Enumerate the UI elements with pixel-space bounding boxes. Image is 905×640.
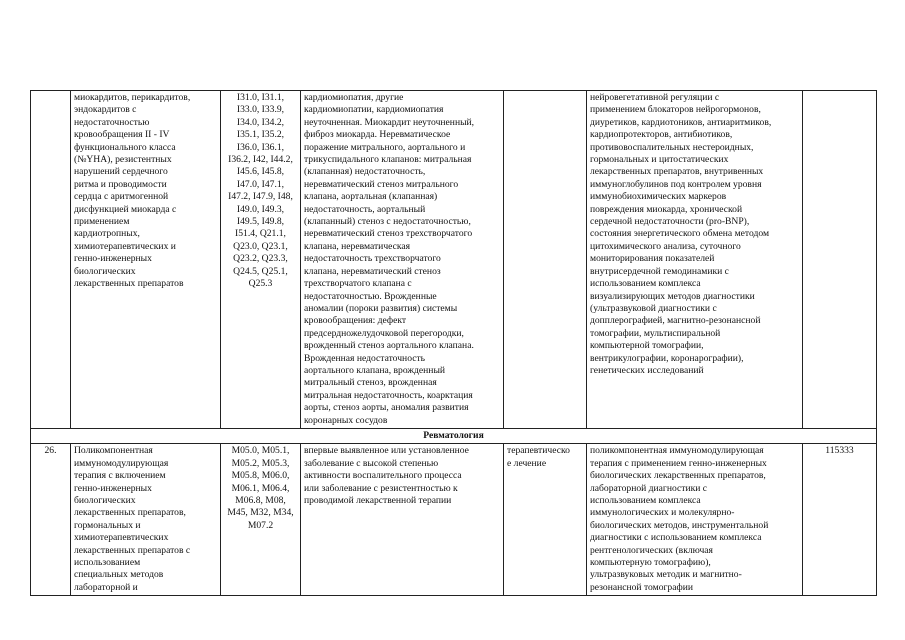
- text-line: нарушений сердечного: [74, 166, 168, 178]
- text-line: M06.8, M08,: [235, 495, 286, 506]
- text-line: впервые выявленное или установленное: [304, 445, 469, 457]
- text-line: (клапанная) недостаточность,: [304, 166, 426, 178]
- text-line: митральная недостаточность, коарктация: [304, 389, 473, 401]
- section-title: Ревматология: [31, 428, 877, 443]
- text-line: I35.1, I35.2,: [236, 129, 285, 141]
- text-line: проводимой лекарственной терапии: [304, 495, 452, 506]
- text-line: (№YHA), резистентных: [74, 154, 172, 166]
- text-line: M06.1, M06.4,: [231, 482, 290, 494]
- text-line: I34.0, I34.2,: [236, 116, 285, 128]
- cost-cell: [803, 91, 877, 429]
- text-line: митральный стеноз, врожденная: [304, 377, 437, 389]
- text-line: M05.0, M05.1,: [231, 445, 290, 457]
- text-line: компьютерной томографии,: [590, 340, 704, 352]
- text-line: химиотерапевтических и: [74, 240, 176, 252]
- text-line: (клапанный) стеноз с недостаточностью,: [304, 216, 471, 228]
- row-number-cell: [31, 91, 71, 429]
- text-line: I47.0, I47.1,: [236, 178, 285, 190]
- text-line: лекарственных препаратов,: [74, 507, 186, 519]
- text-line: кардиомиопатии, кардиомиопатия: [304, 104, 444, 116]
- text-line: лабораторной диагностики с: [590, 482, 708, 494]
- text-line: кардиопротекторов, антибиотиков,: [590, 129, 733, 141]
- text-line: Q25.3: [248, 278, 273, 290]
- text-line: биологических: [74, 265, 136, 277]
- text-line: (ультразвуковой диагностики с: [590, 302, 717, 314]
- text-line: биологических методов, инструментальной: [590, 519, 769, 531]
- text-line: применением: [74, 216, 130, 228]
- cost-cell: 115333: [803, 444, 877, 596]
- text-line: кардиотропных,: [74, 228, 140, 240]
- text-line: Q23.2, Q23.3,: [233, 253, 288, 265]
- text-line: сердца с аритмогенной: [74, 191, 169, 203]
- text-line: недостаточностью: [74, 116, 150, 128]
- text-line: цитохимического анализа, суточного: [590, 240, 741, 252]
- text-line: активности воспалительного процесса: [304, 470, 462, 482]
- text-line: неревматический стеноз трехстворчатого: [304, 228, 473, 240]
- text-line: I33.0, I33.9,: [236, 104, 285, 116]
- medical-care-table: [30, 90, 877, 596]
- text-line: иммунологических и молекулярно-: [590, 507, 735, 519]
- text-line: заболевание с высокой степенью: [304, 457, 439, 469]
- text-line: генетических исследований: [590, 364, 704, 376]
- text-line: нейровегетативной регуляции с: [590, 92, 720, 103]
- text-line: аортального клапана, врожденный: [304, 364, 446, 376]
- text-line: рентгенологических (включая: [590, 544, 713, 556]
- text-line: мониторирования показателей: [590, 253, 715, 265]
- text-line: повреждения миокарда, хронической: [590, 203, 743, 215]
- text-line: M05.8, M06.0,: [231, 470, 290, 482]
- text-line: клапана, аортальная (клапанная): [304, 191, 438, 203]
- text-line: Врожденная недостаточность: [304, 352, 426, 364]
- icd-codes-cell: [221, 444, 301, 596]
- text-line: поликомпонентная иммуномодулирующая: [590, 445, 764, 457]
- text-line: сердечной недостаточности (pro-BNP),: [590, 216, 750, 228]
- text-line: компьютерную томографию),: [590, 557, 711, 569]
- text-line: Q23.0, Q23.1,: [233, 240, 288, 252]
- text-line: коронарных сосудов: [304, 414, 388, 426]
- text-line: использованием: [74, 557, 141, 569]
- table-row: [31, 444, 877, 596]
- text-line: состояния энергетического обмена методом: [590, 228, 770, 240]
- text-line: предсердножелудочковой перегородки,: [304, 327, 464, 339]
- text-line: использованием комплекса: [590, 278, 701, 290]
- text-line: биологических: [74, 495, 136, 506]
- text-line: Поликомпонентная: [74, 445, 153, 457]
- row-number-cell: 26.: [31, 444, 71, 596]
- text-line: I47.2, I47.9, I48,: [228, 191, 293, 203]
- treatment-name-cell: [71, 444, 221, 596]
- text-line: трикуспидального клапанов: митральная: [304, 154, 472, 166]
- text-line: кровообращения II - IV: [74, 129, 170, 141]
- text-line: неуточненная. Миокардит неуточненный,: [304, 116, 475, 128]
- treatment-method-cell: [587, 91, 803, 429]
- text-line: иммуноглобулинов под контролем уровня: [590, 178, 762, 190]
- patient-model-cell: [301, 91, 504, 429]
- text-line: недостаточностью. Врожденные: [304, 290, 437, 302]
- text-line: I51.4, Q21.1,: [235, 228, 286, 240]
- text-line: клапана, неревматическая: [304, 240, 411, 252]
- text-line: I36.0, I36.1,: [236, 141, 285, 153]
- text-line: терапия с применением генно-инженерных: [590, 457, 767, 469]
- treatment-type-cell: [504, 444, 587, 596]
- text-line: иммунобиохимических маркеров: [590, 191, 727, 203]
- text-line: аорты, стеноз аорты, аномалия развития: [304, 402, 469, 414]
- text-line: лекарственных препаратов: [74, 278, 184, 290]
- text-line: клапана, неревматический стеноз: [304, 265, 441, 277]
- treatment-type-cell: [504, 91, 587, 429]
- text-line: M07.2: [247, 519, 274, 531]
- text-line: трехстворчатого клапана с: [304, 278, 412, 290]
- icd-codes-cell: [221, 91, 301, 429]
- text-line: M45, M32, M34,: [227, 507, 294, 519]
- text-line: I49.5, I49.8,: [236, 216, 285, 228]
- table-row: [31, 91, 877, 429]
- text-line: использованием комплекса: [590, 495, 701, 506]
- text-line: гормональных и цитостатических: [590, 154, 729, 166]
- text-line: Q24.5, Q25.1,: [233, 265, 288, 277]
- text-line: специальных методов: [74, 569, 164, 581]
- text-line: диагностики с использованием комплекса: [590, 532, 762, 544]
- text-line: дисфункцией миокарда с: [74, 203, 177, 215]
- text-line: лекарственных препаратов с: [74, 544, 191, 556]
- text-line: е лечение: [507, 457, 547, 469]
- text-line: гормональных и: [74, 519, 141, 531]
- text-line: функционального класса: [74, 141, 176, 153]
- text-line: биологических лекарственных препаратов,: [590, 470, 766, 482]
- text-line: генно-инженерных: [74, 482, 152, 494]
- text-line: M05.2, M05.3,: [231, 457, 290, 469]
- text-line: неревматический стеноз митрального: [304, 178, 459, 190]
- text-line: эндокардитов с: [74, 104, 137, 116]
- text-line: химиотерапевтических: [74, 532, 169, 544]
- treatment-name-cell: [71, 91, 221, 429]
- text-line: ритма и проводимости: [74, 178, 167, 190]
- section-header-row: [31, 428, 877, 443]
- text-line: кровообращения: дефект: [304, 315, 407, 327]
- text-line: фиброз миокарда. Неревматическое: [304, 129, 451, 141]
- text-line: диуретиков, кардиотоников, антиаритмиков,: [590, 116, 772, 128]
- text-line: I49.0, I49.3,: [236, 203, 285, 215]
- text-line: I45.6, I45.8,: [236, 166, 285, 178]
- text-line: кардиомиопатия, другие: [304, 92, 404, 103]
- text-line: I31.0, I31.1,: [236, 92, 285, 103]
- text-line: вентрикулографии, коронарографии),: [590, 352, 744, 364]
- text-line: I36.2, I42, I44.2,: [228, 154, 293, 166]
- text-line: терапия с включением: [74, 470, 166, 482]
- text-line: противовоспалительных нестероидных,: [590, 141, 754, 153]
- text-line: визуализирующих методов диагностики: [590, 290, 755, 302]
- text-line: поражение митрального, аортального и: [304, 141, 466, 153]
- text-line: генно-инженерных: [74, 253, 152, 265]
- text-line: применением блокаторов нейрогормонов,: [590, 104, 761, 116]
- text-line: допплерографией, магнитно-резонансной: [590, 315, 761, 327]
- text-line: аномалии (пороки развития) системы: [304, 302, 458, 314]
- text-line: резонансной томографии: [590, 581, 693, 593]
- text-line: внутрисердечной гемодинамики с: [590, 265, 729, 277]
- text-line: иммуномодулирующая: [74, 457, 169, 469]
- patient-model-cell: [301, 444, 504, 596]
- text-line: терапевтическо: [507, 445, 570, 457]
- text-line: или заболевание с резистентностью к: [304, 482, 458, 494]
- text-line: томографии, мультиспиральной: [590, 327, 721, 339]
- treatment-method-cell: [587, 444, 803, 596]
- text-line: лекарственных препаратов, внутривенных: [590, 166, 764, 178]
- text-line: ультразвуковых методик и магнитно-: [590, 569, 742, 581]
- text-line: миокардитов, перикардитов,: [74, 92, 191, 103]
- text-line: лабораторной и: [74, 581, 138, 593]
- text-line: недостаточность, аортальный: [304, 203, 426, 215]
- text-line: недостаточность трехстворчатого: [304, 253, 441, 265]
- text-line: врожденный стеноз аортального клапана.: [304, 340, 474, 352]
